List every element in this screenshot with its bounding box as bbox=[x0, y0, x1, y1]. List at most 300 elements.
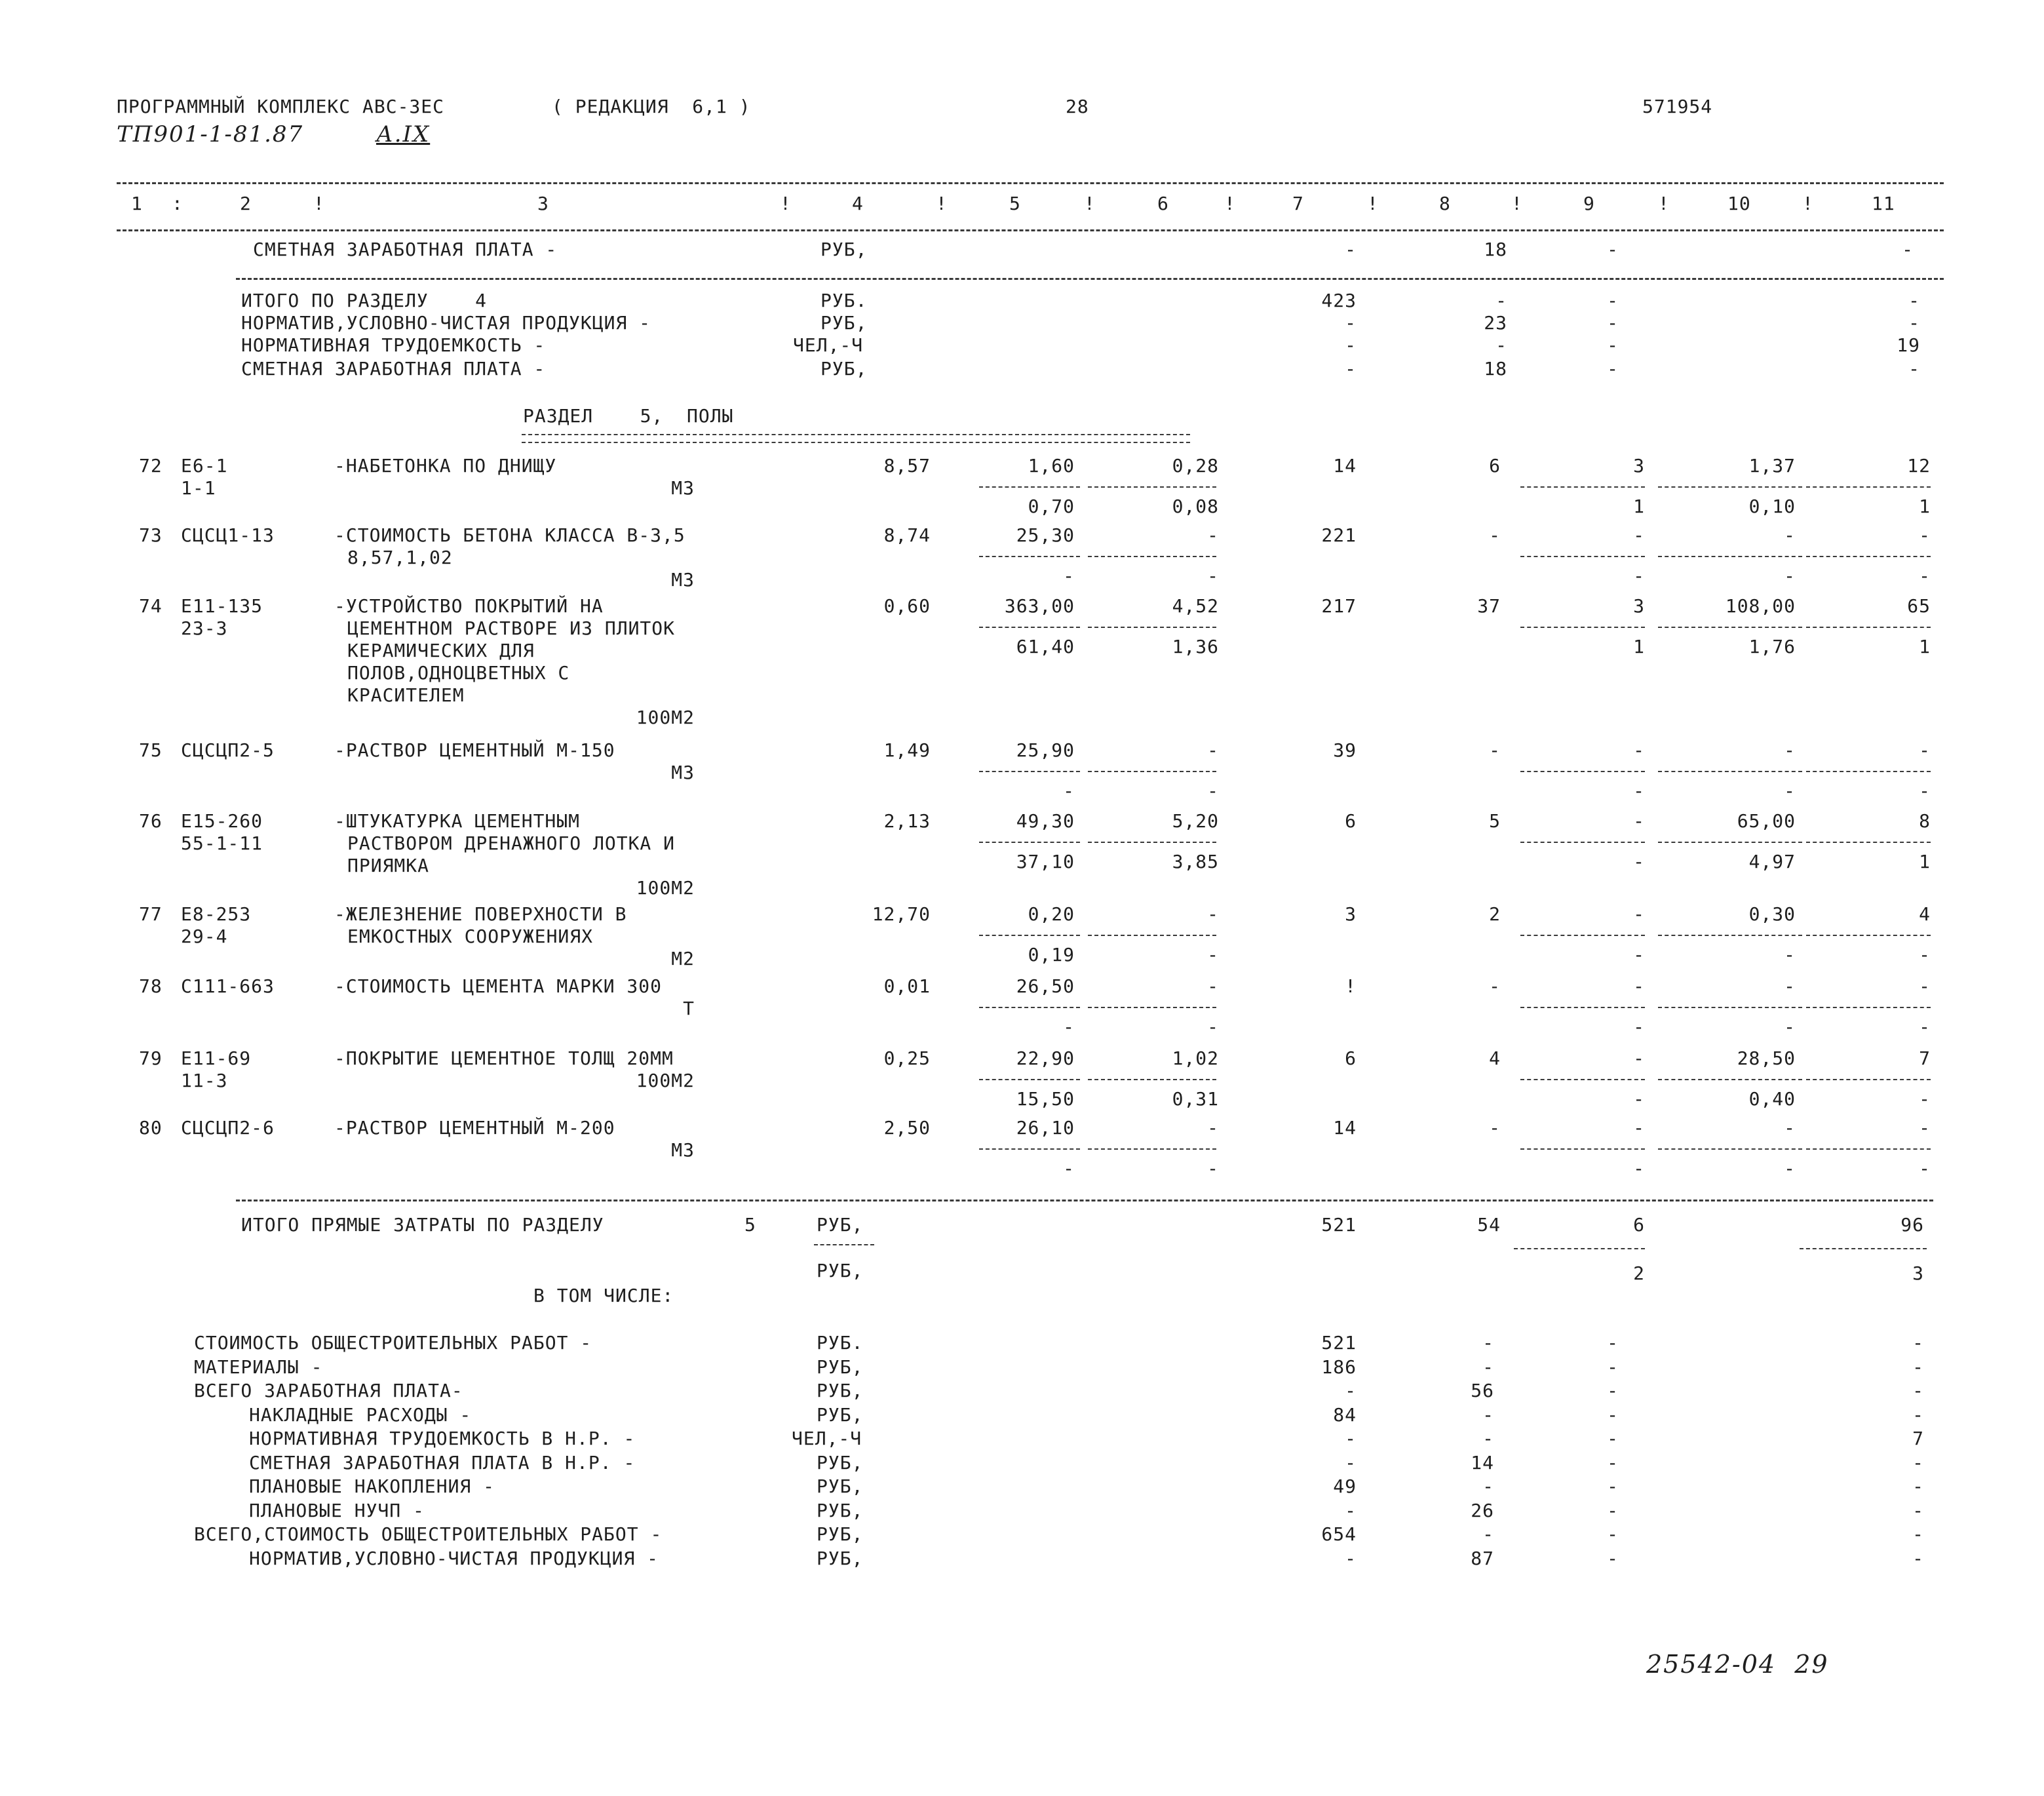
summary-label: НОРМАТИВ,УСЛОВНО-ЧИСТАЯ ПРОДУКЦИЯ - bbox=[249, 1548, 659, 1569]
row-unit: 100М2 bbox=[636, 877, 695, 899]
summary-c9: - bbox=[1607, 1356, 1619, 1378]
summary-c9: - bbox=[1607, 1332, 1619, 1354]
row-code-secondary: 29-4 bbox=[181, 926, 228, 947]
row-c5-rule bbox=[979, 627, 1080, 628]
row-c9: - bbox=[1633, 975, 1645, 997]
row-c9: - bbox=[1633, 739, 1645, 761]
project-code: ТП901-1-81.87 bbox=[117, 121, 304, 147]
row-c7: 39 bbox=[1333, 739, 1357, 761]
prev-total-label: НОРМАТИВ,УСЛОВНО-ЧИСТАЯ ПРОДУКЦИЯ - bbox=[241, 312, 651, 334]
row-c5-lower: 0,19 bbox=[1028, 944, 1075, 966]
row-name-line: ЦЕМЕНТНОМ РАСТВОРЕ ИЗ ПЛИТОК bbox=[347, 617, 676, 639]
summary-c8: - bbox=[1482, 1404, 1494, 1426]
summary-unit: РУБ, bbox=[817, 1548, 864, 1569]
row-name-line: КЕРАМИЧЕСКИХ ДЛЯ bbox=[347, 640, 535, 661]
section-total-c9b: 2 bbox=[1633, 1262, 1645, 1284]
row-unit: Т bbox=[683, 998, 695, 1019]
row-c5: 1,60 bbox=[1028, 455, 1075, 477]
column-header-cell: 10 bbox=[1727, 193, 1751, 214]
summary-c7: - bbox=[1345, 1500, 1357, 1521]
row-c10: 108,00 bbox=[1725, 595, 1796, 617]
row-c10-lower: 0,10 bbox=[1748, 496, 1796, 517]
row-c11-rule bbox=[1806, 842, 1931, 843]
row-c5-rule bbox=[979, 1148, 1080, 1150]
row-c9-lower: - bbox=[1633, 1088, 1645, 1110]
row-c8: 6 bbox=[1489, 455, 1501, 477]
row-c5-rule bbox=[979, 556, 1080, 557]
summary-c9: - bbox=[1607, 1500, 1619, 1521]
summary-c9: - bbox=[1607, 1404, 1619, 1426]
summary-c7: 521 bbox=[1321, 1332, 1357, 1354]
summary-unit: РУБ, bbox=[817, 1523, 864, 1545]
row-c7: 14 bbox=[1333, 455, 1357, 477]
row-c11: - bbox=[1919, 1117, 1931, 1139]
section-total-c9: 6 bbox=[1633, 1214, 1645, 1236]
row-c10-lower: 0,40 bbox=[1748, 1088, 1796, 1110]
row-c6-lower: 0,31 bbox=[1172, 1088, 1219, 1110]
row-c10-lower: 1,76 bbox=[1748, 636, 1796, 657]
prev-wage-c8: 18 bbox=[1484, 239, 1507, 260]
row-c5-lower: 15,50 bbox=[1016, 1088, 1075, 1110]
row-c5: 25,90 bbox=[1016, 739, 1075, 761]
row-c10: - bbox=[1784, 975, 1796, 997]
row-name-line: -СТОИМОСТЬ ЦЕМЕНТА МАРКИ 300 bbox=[334, 975, 663, 997]
summary-c7: - bbox=[1345, 1428, 1357, 1449]
row-c9-rule bbox=[1520, 1079, 1645, 1080]
row-number: 73 bbox=[139, 524, 163, 546]
column-header-cell: ! bbox=[1658, 193, 1670, 214]
summary-unit: РУБ, bbox=[817, 1380, 864, 1401]
program-name: ПРОГРАММНЫЙ КОМПЛЕКС АВС-3ЕС bbox=[117, 96, 445, 117]
summary-c9: - bbox=[1607, 1380, 1619, 1401]
row-number: 78 bbox=[139, 975, 163, 997]
row-c5-rule bbox=[979, 935, 1080, 936]
row-c6-lower: - bbox=[1207, 1158, 1219, 1179]
summary-c11: 7 bbox=[1912, 1428, 1924, 1449]
column-header-cell: 6 bbox=[1157, 193, 1169, 214]
prev-total-c11: - bbox=[1908, 312, 1920, 334]
prev-total-c7: - bbox=[1345, 312, 1357, 334]
row-c11-lower: - bbox=[1919, 1016, 1931, 1038]
row-c10: - bbox=[1784, 739, 1796, 761]
row-c5-lower: - bbox=[1063, 1016, 1075, 1038]
prev-total-label: НОРМАТИВНАЯ ТРУДОЕМКОСТЬ - bbox=[241, 334, 546, 356]
column-header-cell: 1 bbox=[131, 193, 143, 214]
prev-wage-c7: - bbox=[1345, 239, 1357, 260]
row-c11-rule bbox=[1806, 486, 1931, 488]
prev-total-label: СМЕТНАЯ ЗАРАБОТНАЯ ПЛАТА - bbox=[241, 358, 546, 380]
row-c9: 3 bbox=[1633, 455, 1645, 477]
row-c11: 12 bbox=[1907, 455, 1931, 477]
header-rule-top bbox=[117, 182, 1944, 184]
row-c5-lower: - bbox=[1063, 780, 1075, 802]
column-header-cell: ! bbox=[1224, 193, 1236, 214]
row-c8: 5 bbox=[1489, 810, 1501, 832]
row-unit: М3 bbox=[671, 477, 695, 499]
including-label: В ТОМ ЧИСЛЕ: bbox=[533, 1285, 674, 1306]
section-total-c11-rule bbox=[1800, 1248, 1927, 1249]
column-header-cell: ! bbox=[1367, 193, 1379, 214]
row-c5: 0,20 bbox=[1028, 903, 1075, 925]
row-code: СЦСЦП2-5 bbox=[181, 739, 275, 761]
row-c8: 37 bbox=[1477, 595, 1501, 617]
prev-section-rule bbox=[236, 278, 1944, 280]
row-name-line: ЕМКОСТНЫХ СООРУЖЕНИЯХ bbox=[347, 926, 594, 947]
row-unit: М3 bbox=[671, 1139, 695, 1161]
row-c6-rule bbox=[1088, 1007, 1216, 1008]
row-c9-rule bbox=[1520, 556, 1645, 557]
row-c11: 4 bbox=[1919, 903, 1931, 925]
row-c8: - bbox=[1489, 975, 1501, 997]
row-code: СЦСЦП2-6 bbox=[181, 1117, 275, 1139]
row-c10: 65,00 bbox=[1737, 810, 1796, 832]
summary-unit: РУБ, bbox=[817, 1356, 864, 1378]
row-c6-lower: - bbox=[1207, 565, 1219, 587]
row-c9-rule bbox=[1520, 627, 1645, 628]
row-c9-rule bbox=[1520, 842, 1645, 843]
row-name-line: 8,57,1,02 bbox=[347, 547, 453, 568]
album-label: А.IX bbox=[376, 121, 431, 147]
summary-c11: - bbox=[1912, 1452, 1924, 1474]
row-c9-rule bbox=[1520, 486, 1645, 488]
column-header-cell: 11 bbox=[1872, 193, 1895, 214]
summary-c9: - bbox=[1607, 1523, 1619, 1545]
row-c6-lower: - bbox=[1207, 944, 1219, 966]
row-c9: - bbox=[1633, 810, 1645, 832]
row-c11-lower: 1 bbox=[1919, 851, 1931, 872]
row-c5: 26,50 bbox=[1016, 975, 1075, 997]
row-c5: 49,30 bbox=[1016, 810, 1075, 832]
row-c10-lower: - bbox=[1784, 565, 1796, 587]
row-c11-lower: - bbox=[1919, 780, 1931, 802]
summary-c7: 654 bbox=[1321, 1523, 1357, 1545]
row-number: 76 bbox=[139, 810, 163, 832]
summary-c8: 56 bbox=[1471, 1380, 1494, 1401]
row-c10-rule bbox=[1658, 1007, 1802, 1008]
row-c11: - bbox=[1919, 975, 1931, 997]
summary-label: ПЛАНОВЫЕ НАКОПЛЕНИЯ - bbox=[249, 1475, 495, 1497]
row-quantity: 8,74 bbox=[883, 524, 931, 546]
column-header-cell: ! bbox=[1084, 193, 1096, 214]
row-c9-lower: 1 bbox=[1633, 496, 1645, 517]
row-c5: 25,30 bbox=[1016, 524, 1075, 546]
row-c9-lower: - bbox=[1633, 780, 1645, 802]
section-total-c7: 521 bbox=[1321, 1214, 1357, 1236]
row-c10-lower: - bbox=[1784, 1158, 1796, 1179]
row-unit: М3 bbox=[671, 569, 695, 591]
prev-total-c9: - bbox=[1607, 334, 1619, 356]
summary-label: ВСЕГО ЗАРАБОТНАЯ ПЛАТА- bbox=[194, 1380, 463, 1401]
prev-wage-c9: - bbox=[1607, 239, 1619, 260]
row-quantity: 1,49 bbox=[883, 739, 931, 761]
row-name-line: -ЖЕЛЕЗНЕНИЕ ПОВЕРХНОСТИ В bbox=[334, 903, 627, 925]
row-c9: - bbox=[1633, 903, 1645, 925]
row-code: С111-663 bbox=[181, 975, 275, 997]
row-c11-lower: 1 bbox=[1919, 636, 1931, 657]
section-total-c11: 96 bbox=[1900, 1214, 1924, 1236]
row-quantity: 8,57 bbox=[883, 455, 931, 477]
summary-c8: - bbox=[1482, 1356, 1494, 1378]
row-c5: 22,90 bbox=[1016, 1047, 1075, 1069]
row-quantity: 12,70 bbox=[872, 903, 931, 925]
summary-c8: 26 bbox=[1471, 1500, 1494, 1521]
summary-c11: - bbox=[1912, 1404, 1924, 1426]
summary-c11: - bbox=[1912, 1332, 1924, 1354]
row-c9: 3 bbox=[1633, 595, 1645, 617]
prev-total-c7: - bbox=[1345, 334, 1357, 356]
prev-total-unit: РУБ, bbox=[820, 358, 868, 380]
row-c8: - bbox=[1489, 524, 1501, 546]
summary-label: СМЕТНАЯ ЗАРАБОТНАЯ ПЛАТА В Н.Р. - bbox=[249, 1452, 636, 1474]
column-header-cell: : bbox=[172, 193, 183, 214]
row-c6-rule bbox=[1088, 771, 1216, 772]
row-c5-rule bbox=[979, 486, 1080, 488]
row-number: 77 bbox=[139, 903, 163, 925]
row-c6-rule bbox=[1088, 627, 1216, 628]
row-c5: 363,00 bbox=[1004, 595, 1075, 617]
prev-total-c9: - bbox=[1607, 358, 1619, 380]
row-c6: 4,52 bbox=[1172, 595, 1219, 617]
summary-c7: 49 bbox=[1333, 1475, 1357, 1497]
row-c10-lower: 4,97 bbox=[1748, 851, 1796, 872]
row-code-secondary: 55-1-11 bbox=[181, 832, 263, 854]
page-number: 28 bbox=[1066, 96, 1089, 117]
row-c11-rule bbox=[1806, 1148, 1931, 1150]
row-c11-lower: - bbox=[1919, 944, 1931, 966]
row-c10-lower: - bbox=[1784, 1016, 1796, 1038]
row-c7: 6 bbox=[1345, 810, 1357, 832]
row-number: 80 bbox=[139, 1117, 163, 1139]
document-code: 571954 bbox=[1642, 96, 1713, 117]
row-code: Е6-1 bbox=[181, 455, 228, 477]
row-code: Е8-253 bbox=[181, 903, 252, 925]
row-c10: - bbox=[1784, 1117, 1796, 1139]
prev-total-c9: - bbox=[1607, 312, 1619, 334]
row-c9-lower: 1 bbox=[1633, 636, 1645, 657]
section-title: РАЗДЕЛ 5, ПОЛЫ bbox=[523, 405, 734, 427]
row-c9-rule bbox=[1520, 935, 1645, 936]
row-name-line: -РАСТВОР ЦЕМЕНТНЫЙ М-150 bbox=[334, 739, 615, 761]
section-total-rule bbox=[236, 1200, 1933, 1201]
row-code: Е11-135 bbox=[181, 595, 263, 617]
column-header-cell: 8 bbox=[1439, 193, 1451, 214]
row-quantity: 0,25 bbox=[883, 1047, 931, 1069]
row-c11: - bbox=[1919, 739, 1931, 761]
row-c10: 0,30 bbox=[1748, 903, 1796, 925]
row-c11-lower: - bbox=[1919, 565, 1931, 587]
row-c8: 2 bbox=[1489, 903, 1501, 925]
row-c6-lower: 1,36 bbox=[1172, 636, 1219, 657]
summary-c9: - bbox=[1607, 1452, 1619, 1474]
summary-c7: 186 bbox=[1321, 1356, 1357, 1378]
summary-unit: ЧЕЛ,-Ч bbox=[792, 1428, 862, 1449]
summary-c8: - bbox=[1482, 1332, 1494, 1354]
row-name-line: -ПОКРЫТИЕ ЦЕМЕНТНОЕ ТОЛЩ 20ММ bbox=[334, 1047, 674, 1069]
prev-total-c8: 18 bbox=[1484, 358, 1507, 380]
summary-label: ВСЕГО,СТОИМОСТЬ ОБЩЕСТРОИТЕЛЬНЫХ РАБОТ - bbox=[194, 1523, 663, 1545]
row-c5-rule bbox=[979, 842, 1080, 843]
row-c5-lower: - bbox=[1063, 1158, 1075, 1179]
row-c8: - bbox=[1489, 739, 1501, 761]
row-c10: 1,37 bbox=[1748, 455, 1796, 477]
handwritten-note: 25542-04 29 bbox=[1646, 1650, 1829, 1679]
row-c5-lower: - bbox=[1063, 565, 1075, 587]
row-c10-rule bbox=[1658, 556, 1802, 557]
column-header-cell: 5 bbox=[1009, 193, 1021, 214]
summary-label: МАТЕРИАЛЫ - bbox=[194, 1356, 323, 1378]
summary-c7: 84 bbox=[1333, 1404, 1357, 1426]
prev-total-unit: ЧЕЛ,-Ч bbox=[793, 334, 864, 356]
row-c6-lower: - bbox=[1207, 1016, 1219, 1038]
row-quantity: 0,60 bbox=[883, 595, 931, 617]
section-total-unit: РУБ, bbox=[817, 1214, 864, 1236]
row-c9-lower: - bbox=[1633, 1016, 1645, 1038]
row-code: СЦСЦ1-13 bbox=[181, 524, 275, 546]
column-header-cell: ! bbox=[1802, 193, 1814, 214]
row-c5: 26,10 bbox=[1016, 1117, 1075, 1139]
summary-c9: - bbox=[1607, 1428, 1619, 1449]
row-c11-rule bbox=[1806, 556, 1931, 557]
prev-total-label: ИТОГО ПО РАЗДЕЛУ 4 bbox=[241, 290, 488, 311]
row-c6: - bbox=[1207, 524, 1219, 546]
row-name-line: КРАСИТЕЛЕМ bbox=[347, 684, 465, 706]
row-c11: 65 bbox=[1907, 595, 1931, 617]
prev-wage-label: СМЕТНАЯ ЗАРАБОТНАЯ ПЛАТА - bbox=[253, 239, 558, 260]
row-unit: М3 bbox=[671, 762, 695, 783]
summary-c9: - bbox=[1607, 1475, 1619, 1497]
summary-c8: - bbox=[1482, 1523, 1494, 1545]
row-c10-rule bbox=[1658, 486, 1802, 488]
row-c11: - bbox=[1919, 524, 1931, 546]
row-c11-rule bbox=[1806, 1079, 1931, 1080]
row-c10-rule bbox=[1658, 935, 1802, 936]
row-c6-rule bbox=[1088, 1148, 1216, 1150]
row-c6: 5,20 bbox=[1172, 810, 1219, 832]
row-c7: 217 bbox=[1321, 595, 1357, 617]
row-c6: - bbox=[1207, 739, 1219, 761]
row-code-secondary: 11-3 bbox=[181, 1070, 228, 1091]
prev-wage-c11: - bbox=[1902, 239, 1914, 260]
row-name-line: РАСТВОРОМ ДРЕНАЖНОГО ЛОТКА И bbox=[347, 832, 676, 854]
summary-c11: - bbox=[1912, 1475, 1924, 1497]
prev-total-unit: РУБ. bbox=[820, 290, 868, 311]
row-c10-lower: - bbox=[1784, 944, 1796, 966]
summary-label: НОРМАТИВНАЯ ТРУДОЕМКОСТЬ В Н.Р. - bbox=[249, 1428, 636, 1449]
row-number: 74 bbox=[139, 595, 163, 617]
summary-c9: - bbox=[1607, 1548, 1619, 1569]
row-name-line: -НАБЕТОНКА ПО ДНИЩУ bbox=[334, 455, 557, 477]
column-header-cell: ! bbox=[1511, 193, 1523, 214]
column-header-cell: 9 bbox=[1583, 193, 1595, 214]
row-c6: 0,28 bbox=[1172, 455, 1219, 477]
summary-c11: - bbox=[1912, 1548, 1924, 1569]
row-c11-rule bbox=[1806, 771, 1931, 772]
summary-unit: РУБ, bbox=[817, 1475, 864, 1497]
row-c11-lower: - bbox=[1919, 1158, 1931, 1179]
summary-c11: - bbox=[1912, 1356, 1924, 1378]
row-c10: - bbox=[1784, 524, 1796, 546]
summary-c8: - bbox=[1482, 1475, 1494, 1497]
section-total-unit2: РУБ, bbox=[817, 1260, 864, 1281]
row-c11: 7 bbox=[1919, 1047, 1931, 1069]
row-c6: 1,02 bbox=[1172, 1047, 1219, 1069]
row-c6-rule bbox=[1088, 935, 1216, 936]
row-c7: 221 bbox=[1321, 524, 1357, 546]
summary-label: НАКЛАДНЫЕ РАСХОДЫ - bbox=[249, 1404, 472, 1426]
section-total-label: ИТОГО ПРЯМЫЕ ЗАТРАТЫ ПО РАЗДЕЛУ bbox=[241, 1214, 604, 1236]
row-c7: 3 bbox=[1345, 903, 1357, 925]
row-quantity: 0,01 bbox=[883, 975, 931, 997]
row-c9-lower: - bbox=[1633, 944, 1645, 966]
prev-total-c11: 19 bbox=[1897, 334, 1920, 356]
row-c6-rule bbox=[1088, 842, 1216, 843]
summary-c11: - bbox=[1912, 1500, 1924, 1521]
row-name-line: ПРИЯМКА bbox=[347, 855, 430, 876]
row-c6: - bbox=[1207, 903, 1219, 925]
row-c5-lower: 37,10 bbox=[1016, 851, 1075, 872]
summary-unit: РУБ, bbox=[817, 1404, 864, 1426]
row-c11-rule bbox=[1806, 1007, 1931, 1008]
row-c10-rule bbox=[1658, 1079, 1802, 1080]
summary-label: ПЛАНОВЫЕ НУЧП - bbox=[249, 1500, 425, 1521]
column-header-cell: 4 bbox=[852, 193, 864, 214]
row-c8: 4 bbox=[1489, 1047, 1501, 1069]
row-c6-rule bbox=[1088, 486, 1216, 488]
prev-total-c11: - bbox=[1908, 290, 1920, 311]
summary-unit: РУБ, bbox=[817, 1500, 864, 1521]
row-c6-lower: - bbox=[1207, 780, 1219, 802]
row-name-line: -ШТУКАТУРКА ЦЕМЕНТНЫМ bbox=[334, 810, 581, 832]
summary-c7: - bbox=[1345, 1380, 1357, 1401]
summary-c7: - bbox=[1345, 1452, 1357, 1474]
summary-unit: РУБ. bbox=[817, 1332, 864, 1354]
section-total-unit-rule bbox=[814, 1244, 874, 1245]
row-unit: М2 bbox=[671, 948, 695, 969]
row-c6-lower: 3,85 bbox=[1172, 851, 1219, 872]
row-c11: 8 bbox=[1919, 810, 1931, 832]
row-c10-rule bbox=[1658, 1148, 1802, 1150]
row-c7: 14 bbox=[1333, 1117, 1357, 1139]
row-number: 75 bbox=[139, 739, 163, 761]
row-c5-rule bbox=[979, 1007, 1080, 1008]
row-c6-rule bbox=[1088, 556, 1216, 557]
row-c9-lower: - bbox=[1633, 565, 1645, 587]
row-c9: - bbox=[1633, 524, 1645, 546]
prev-total-c7: 423 bbox=[1321, 290, 1357, 311]
prev-total-c11: - bbox=[1908, 358, 1920, 380]
section-total-c9-rule bbox=[1514, 1248, 1645, 1249]
row-name-line: -УСТРОЙСТВО ПОКРЫТИЙ НА bbox=[334, 595, 604, 617]
section-total-c11b: 3 bbox=[1912, 1262, 1924, 1284]
row-c6: - bbox=[1207, 1117, 1219, 1139]
prev-total-c8: 23 bbox=[1484, 312, 1507, 334]
row-c5-lower: 0,70 bbox=[1028, 496, 1075, 517]
row-unit: 100М2 bbox=[636, 707, 695, 728]
row-c7: ! bbox=[1345, 975, 1357, 997]
column-header-cell: 2 bbox=[240, 193, 252, 214]
row-c10: 28,50 bbox=[1737, 1047, 1796, 1069]
section-total-c8: 54 bbox=[1477, 1214, 1501, 1236]
row-c11-lower: - bbox=[1919, 1088, 1931, 1110]
row-unit: 100М2 bbox=[636, 1070, 695, 1091]
column-header-cell: 3 bbox=[537, 193, 549, 214]
row-c9-lower: - bbox=[1633, 851, 1645, 872]
row-quantity: 2,13 bbox=[883, 810, 931, 832]
row-c5-rule bbox=[979, 771, 1080, 772]
column-header-cell: ! bbox=[780, 193, 792, 214]
summary-c11: - bbox=[1912, 1523, 1924, 1545]
row-c11-rule bbox=[1806, 627, 1931, 628]
